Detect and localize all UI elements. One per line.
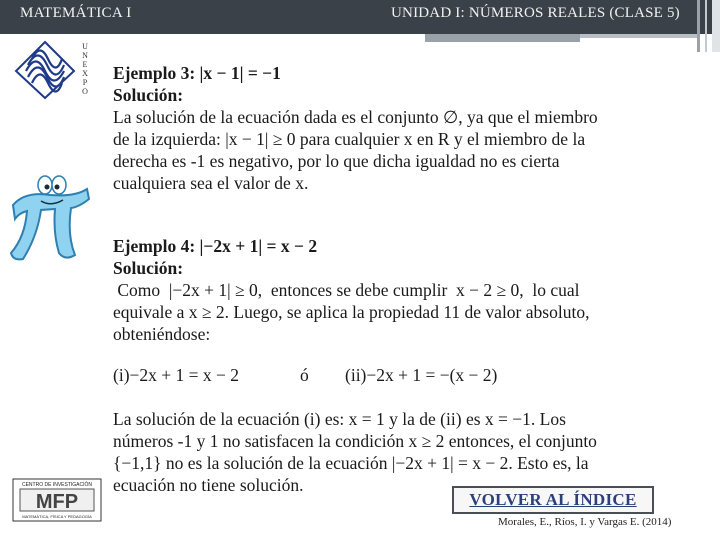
decor-stripe	[697, 0, 700, 52]
example-3-line: cualquiera sea el valor de x.	[113, 173, 309, 193]
decor-bar	[425, 34, 580, 42]
decor-stripe	[712, 0, 720, 52]
author-credit: Morales, E., Ríos, I. y Vargas E. (2014)	[498, 516, 672, 528]
example-4-conclusion	[113, 408, 683, 496]
example-4-line: obteniéndose:	[113, 324, 211, 344]
conclusion-line: La solución de la ecuación (i) es: x = 1 y la de (ii) es x = −1. Los	[113, 409, 566, 429]
example-3-solution-label: Solución:	[113, 85, 184, 105]
unit-title: UNIDAD I: NÚMEROS REALES (CLASE 5)	[391, 5, 680, 21]
example-4	[113, 235, 683, 345]
back-to-index-label[interactable]: VOLVER AL ÍNDICE	[469, 490, 637, 509]
back-to-index-button[interactable]	[452, 486, 654, 514]
example-4-title: Ejemplo 4: |−2x + 1| = x − 2	[113, 236, 318, 256]
conclusion-line: {−1,1} no es la solución de la ecuación |−2x + 1| = x − 2. Esto es, la	[113, 453, 589, 473]
course-title: MATEMÁTICA I	[20, 5, 132, 21]
conclusion-line: ecuación no tiene solución.	[113, 475, 304, 495]
mfp-caption-top: CENTRO DE INVESTIGACIÓN	[21, 482, 93, 488]
mfp-caption-bottom: MATEMÁTICA, FÍSICA Y PEDAGOGÍA	[22, 514, 92, 519]
example-4-line: equivale a x ≥ 2. Luego, se aplica la propiedad 11 de valor absoluto,	[113, 302, 590, 322]
unexpo-logo-icon	[14, 40, 76, 100]
equation-i: (i)−2x + 1 = x − 2	[113, 365, 239, 385]
example-3-line: de la izquierda: |x − 1| ≥ 0 para cualquier x en R y el miembro de la	[113, 129, 586, 149]
conclusion-line: números -1 y 1 no satisfacen la condición x ≥ 2 entonces, el conjunto	[113, 431, 597, 451]
example-4-solution-label: Solución:	[113, 258, 184, 278]
equation-or: ó	[300, 365, 309, 385]
mfp-wordmark: MFP	[35, 491, 79, 513]
pi-mascot-icon	[5, 175, 95, 265]
equation-ii: (ii)−2x + 1 = −(x − 2)	[345, 365, 498, 385]
example-3-line: La solución de la ecuación dada es el conjunto ∅, ya que el miembro	[113, 107, 598, 127]
example-4-line: Como |−2x + 1| ≥ 0, entonces se debe cumplir x − 2 ≥ 0, lo cual	[113, 280, 580, 300]
unexpo-vertical-text: U N E X P O	[82, 42, 88, 96]
decor-stripe	[705, 0, 707, 52]
example-3	[113, 62, 683, 194]
mfp-logo-icon	[12, 478, 102, 522]
example-3-line: derecha es -1 es negativo, por lo que dicha igualdad no es cierta	[113, 151, 560, 171]
decor-bar	[580, 34, 698, 38]
example-3-title: Ejemplo 3: |x − 1| = −1	[113, 63, 281, 83]
